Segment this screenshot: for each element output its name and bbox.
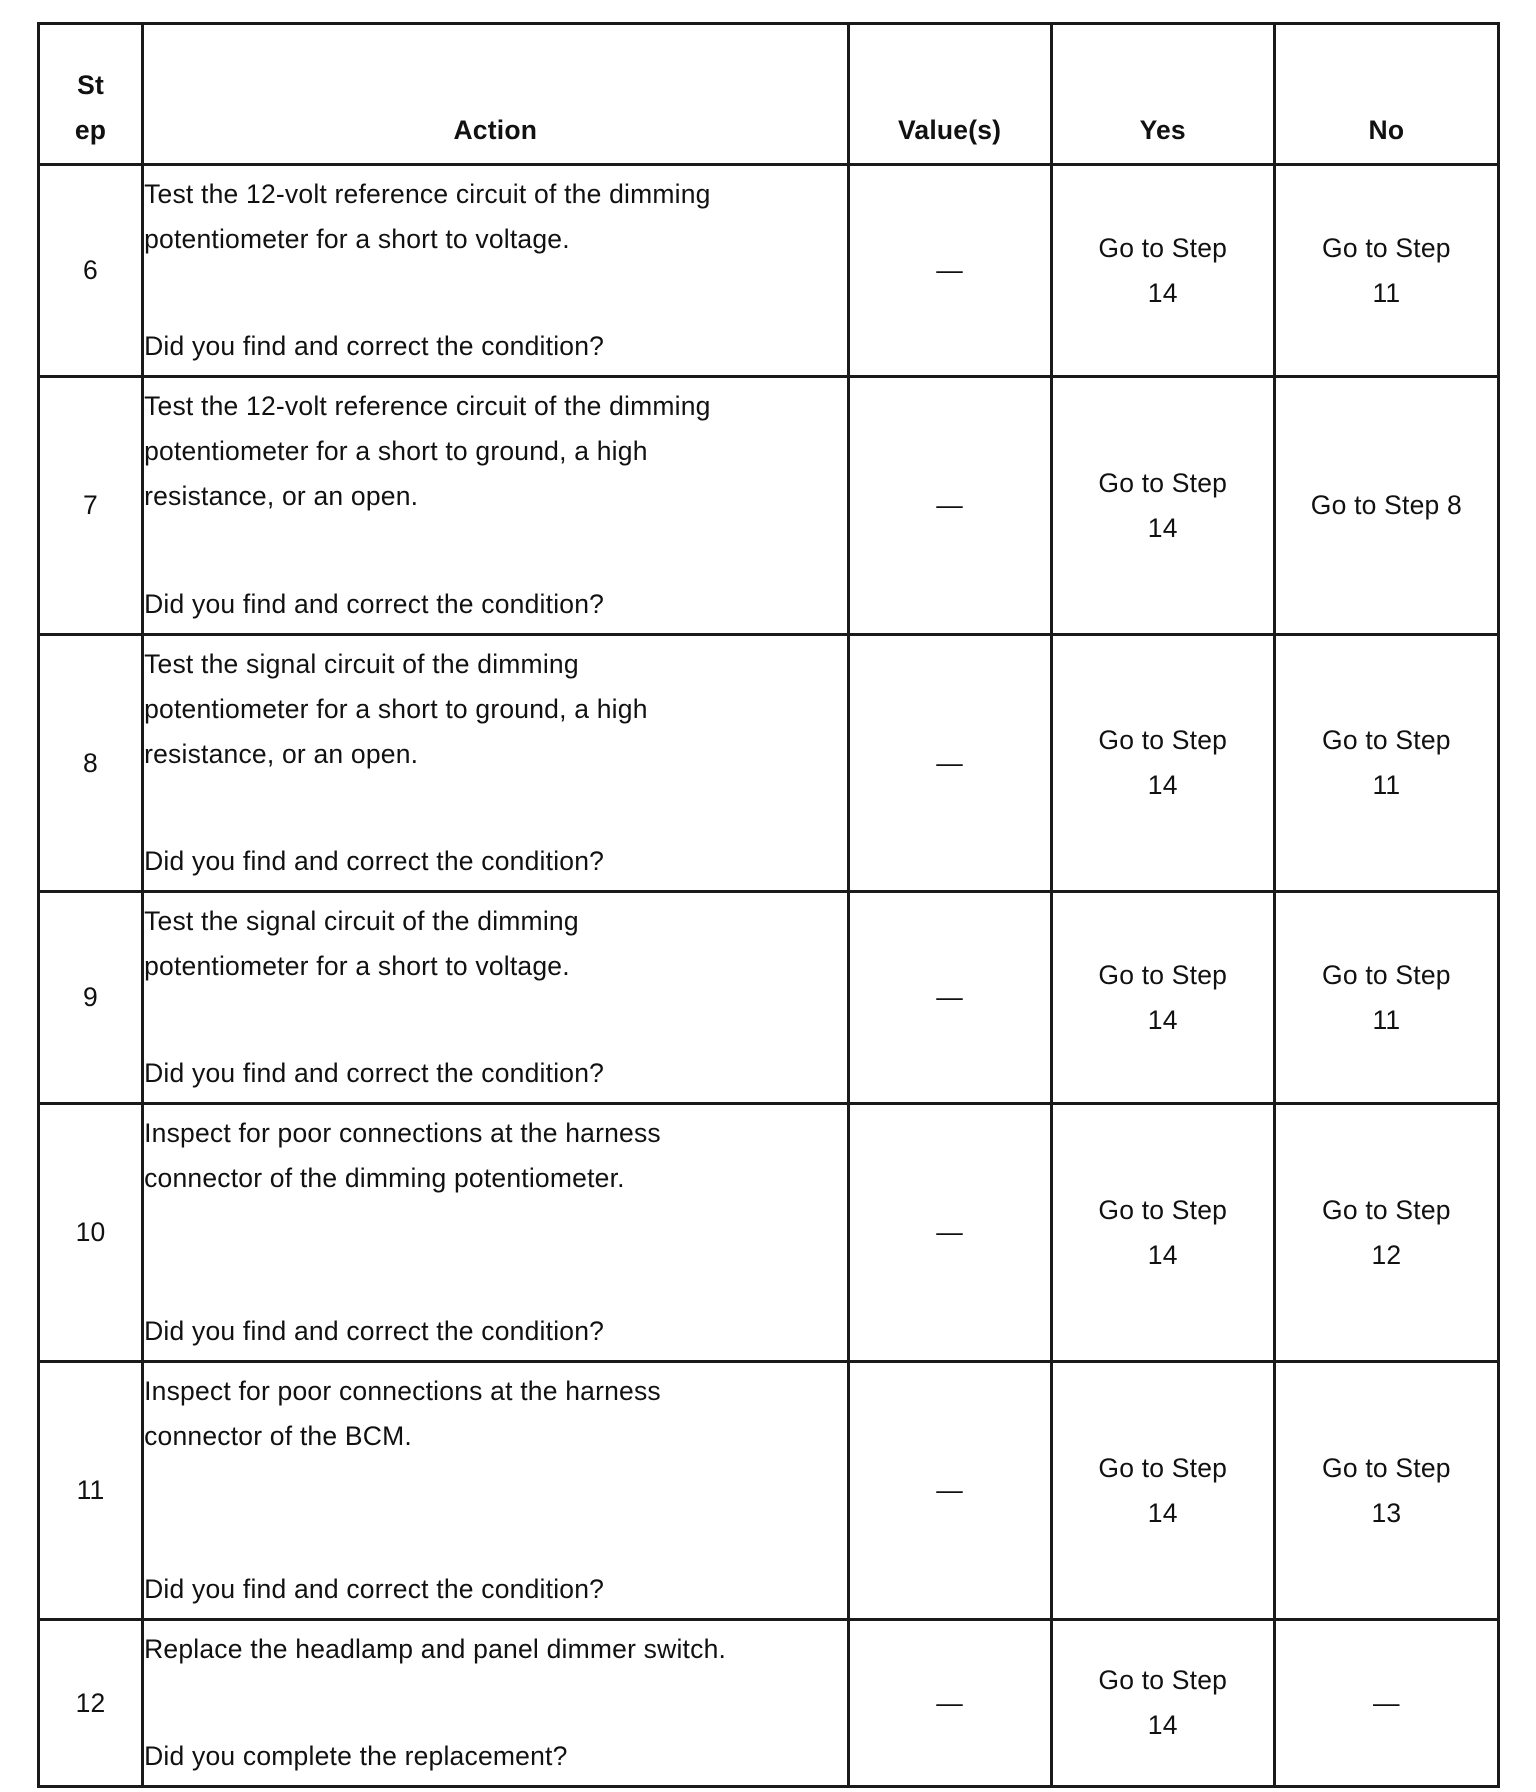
no-line: 11: [1372, 1004, 1401, 1035]
no-cell: [1274, 165, 1498, 377]
action-line: potentiometer for a short to voltage.: [144, 224, 570, 254]
action-line: connector of the BCM.: [144, 1421, 412, 1451]
action-question: Did you find and correct the condition?: [144, 589, 605, 619]
yes-line: Go to Step: [1098, 232, 1228, 263]
action-line: Replace the headlamp and panel dimmer switch.: [144, 1634, 727, 1664]
step-number: 8: [39, 635, 143, 892]
header-yes: Yes: [1051, 24, 1274, 165]
values-cell: —: [848, 1620, 1051, 1787]
action-text: [144, 1369, 846, 1459]
no-line: 12: [1371, 1239, 1402, 1270]
table-row: [39, 1104, 1499, 1362]
action-cell: [143, 377, 848, 635]
values-cell: —: [848, 1362, 1051, 1620]
no-line: Go to Step 8: [1310, 490, 1462, 520]
action-line: Test the 12-volt reference circuit of the dimming: [144, 179, 711, 209]
step-number: 11: [39, 1362, 143, 1620]
action-line: resistance, or an open.: [144, 481, 419, 511]
table-row: [39, 892, 1499, 1104]
yes-line: Go to Step: [1098, 467, 1228, 498]
action-cell: [143, 635, 848, 892]
table-row: [39, 165, 1499, 377]
no-line: 11: [1372, 277, 1401, 308]
header-no: No: [1274, 24, 1498, 165]
action-cell: [143, 165, 848, 377]
step-number: 7: [39, 377, 143, 635]
yes-line: 14: [1147, 277, 1178, 308]
header-step: [39, 24, 143, 165]
action-cell: [143, 892, 848, 1104]
yes-line: 14: [1147, 512, 1178, 543]
action-question: Did you find and correct the condition?: [144, 1058, 605, 1088]
action-line: Test the signal circuit of the dimming: [144, 906, 579, 936]
no-line: Go to Step: [1322, 232, 1451, 263]
action-line: Inspect for poor connections at the harness: [144, 1376, 661, 1406]
action-line: potentiometer for a short to ground, a high: [144, 694, 648, 724]
yes-line: 14: [1147, 1004, 1178, 1035]
no-line: Go to Step: [1322, 959, 1451, 990]
no-line: Go to Step: [1322, 1452, 1451, 1483]
yes-cell: [1051, 1620, 1274, 1787]
table-row: [39, 377, 1499, 635]
no-line: Go to Step: [1322, 1194, 1451, 1225]
action-text: [144, 384, 846, 519]
action-text: [144, 1111, 846, 1201]
action-question: Did you find and correct the condition?: [144, 1574, 605, 1604]
no-cell: [1274, 1620, 1498, 1787]
yes-cell: [1051, 165, 1274, 377]
header-values: Value(s): [848, 24, 1051, 165]
header-action: Action: [143, 24, 848, 165]
yes-line: Go to Step: [1098, 959, 1228, 990]
yes-line: Go to Step: [1098, 725, 1228, 755]
action-cell: [143, 1104, 848, 1362]
no-line: Go to Step: [1322, 725, 1451, 755]
action-cell: [143, 1362, 848, 1620]
action-line: resistance, or an open.: [144, 739, 419, 769]
action-line: potentiometer for a short to ground, a high: [144, 436, 648, 466]
values-cell: —: [848, 165, 1051, 377]
table-row: [39, 1362, 1499, 1620]
no-line: 13: [1371, 1497, 1402, 1528]
action-text: [144, 1627, 846, 1672]
step-number: 12: [39, 1620, 143, 1787]
yes-cell: [1051, 1362, 1274, 1620]
values-cell: —: [848, 635, 1051, 892]
action-line: Test the signal circuit of the dimming: [144, 649, 579, 679]
step-number: 6: [39, 165, 143, 377]
yes-line: Go to Step: [1098, 1665, 1228, 1695]
yes-line: Go to Step: [1098, 1194, 1228, 1225]
action-line: potentiometer for a short to voltage.: [144, 951, 570, 981]
yes-cell: [1051, 635, 1274, 892]
no-line: 11: [1372, 770, 1401, 800]
header-row: [39, 24, 1499, 165]
yes-cell: [1051, 377, 1274, 635]
no-line: —: [1373, 1687, 1400, 1718]
step-number: 10: [39, 1104, 143, 1362]
action-text: [144, 642, 846, 777]
action-question: Did you complete the replacement?: [144, 1741, 568, 1771]
no-cell: [1274, 635, 1498, 892]
values-cell: —: [848, 377, 1051, 635]
action-text: [144, 172, 846, 262]
yes-cell: [1051, 892, 1274, 1104]
action-question: Did you find and correct the condition?: [144, 331, 605, 361]
action-line: Test the 12-volt reference circuit of the dimming: [144, 391, 711, 421]
no-cell: [1274, 1362, 1498, 1620]
no-cell: [1274, 892, 1498, 1104]
header-step-line1: St: [77, 70, 104, 100]
values-cell: —: [848, 1104, 1051, 1362]
action-line: connector of the dimming potentiometer.: [144, 1163, 625, 1193]
action-question: Did you find and correct the condition?: [144, 846, 605, 876]
yes-line: 14: [1147, 1710, 1178, 1740]
header-step-line2: ep: [74, 115, 107, 145]
action-cell: [143, 1620, 848, 1787]
yes-cell: [1051, 1104, 1274, 1362]
yes-line: Go to Step: [1098, 1452, 1228, 1483]
yes-line: 14: [1147, 1239, 1178, 1270]
yes-line: 14: [1147, 770, 1178, 800]
step-number: 9: [39, 892, 143, 1104]
table-row: [39, 635, 1499, 892]
action-question: Did you find and correct the condition?: [144, 1316, 605, 1346]
action-text: [144, 899, 846, 989]
values-cell: —: [848, 892, 1051, 1104]
no-cell: [1274, 377, 1498, 635]
action-line: Inspect for poor connections at the harness: [144, 1118, 661, 1148]
no-cell: [1274, 1104, 1498, 1362]
diagnostic-table: [37, 22, 1500, 1788]
yes-line: 14: [1147, 1497, 1178, 1528]
table-row: [39, 1620, 1499, 1787]
